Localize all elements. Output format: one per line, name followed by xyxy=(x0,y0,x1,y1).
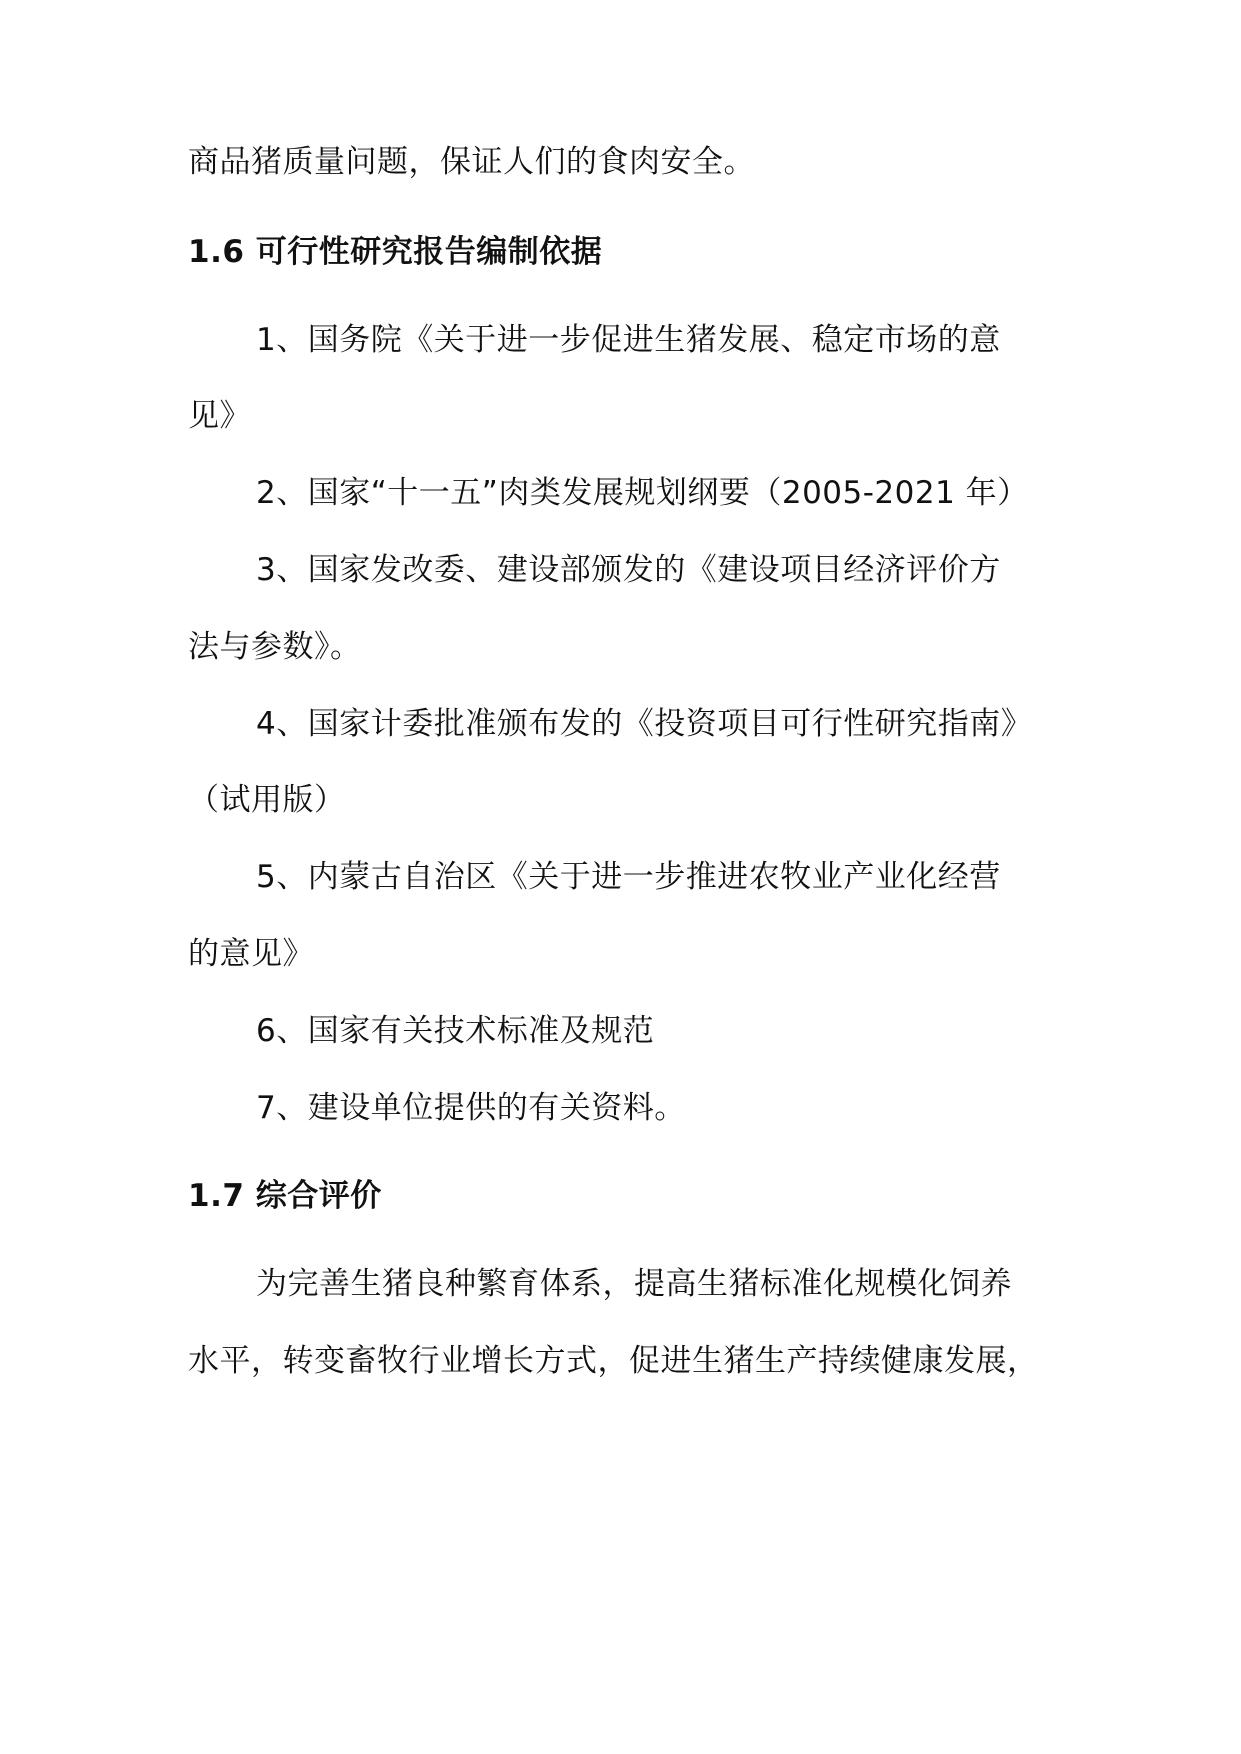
section-heading-1-6: 1.6 可行性研究报告编制依据 xyxy=(188,234,603,270)
section-heading-1-7: 1.7 综合评价 xyxy=(188,1178,382,1214)
paragraph-line: 水平，转变畜牧行业增长方式，促进生猪生产持续健康发展， xyxy=(188,1343,1039,1379)
list-item-4-continuation: （试用版） xyxy=(188,782,346,818)
list-item-1: 1、国务院《关于进一步促进生猪发展、稳定市场的意 xyxy=(256,322,1001,358)
list-item-3: 3、国家发改委、建设部颁发的《建设项目经济评价方 xyxy=(256,552,1001,588)
paragraph-line: 商品猪质量问题，保证人们的食肉安全。 xyxy=(188,144,755,180)
list-item-4: 4、国家计委批准颁布发的《投资项目可行性研究指南》 xyxy=(256,706,1033,742)
list-item-3-continuation: 法与参数》。 xyxy=(188,629,362,665)
list-item-6: 6、国家有关技术标准及规范 xyxy=(256,1013,655,1049)
list-item-7: 7、建设单位提供的有关资料。 xyxy=(256,1090,686,1126)
list-item-5-continuation: 的意见》 xyxy=(188,936,314,972)
paragraph-line: 为完善生猪良种繁育体系，提高生猪标准化规模化饲养 xyxy=(256,1266,1012,1302)
list-item-5: 5、内蒙古自治区《关于进一步推进农牧业产业化经营 xyxy=(256,859,1001,895)
list-item-2: 2、国家“十一五”肉类发展规划纲要（2005-2021 年） xyxy=(256,475,1029,511)
list-item-1-continuation: 见》 xyxy=(188,398,251,434)
